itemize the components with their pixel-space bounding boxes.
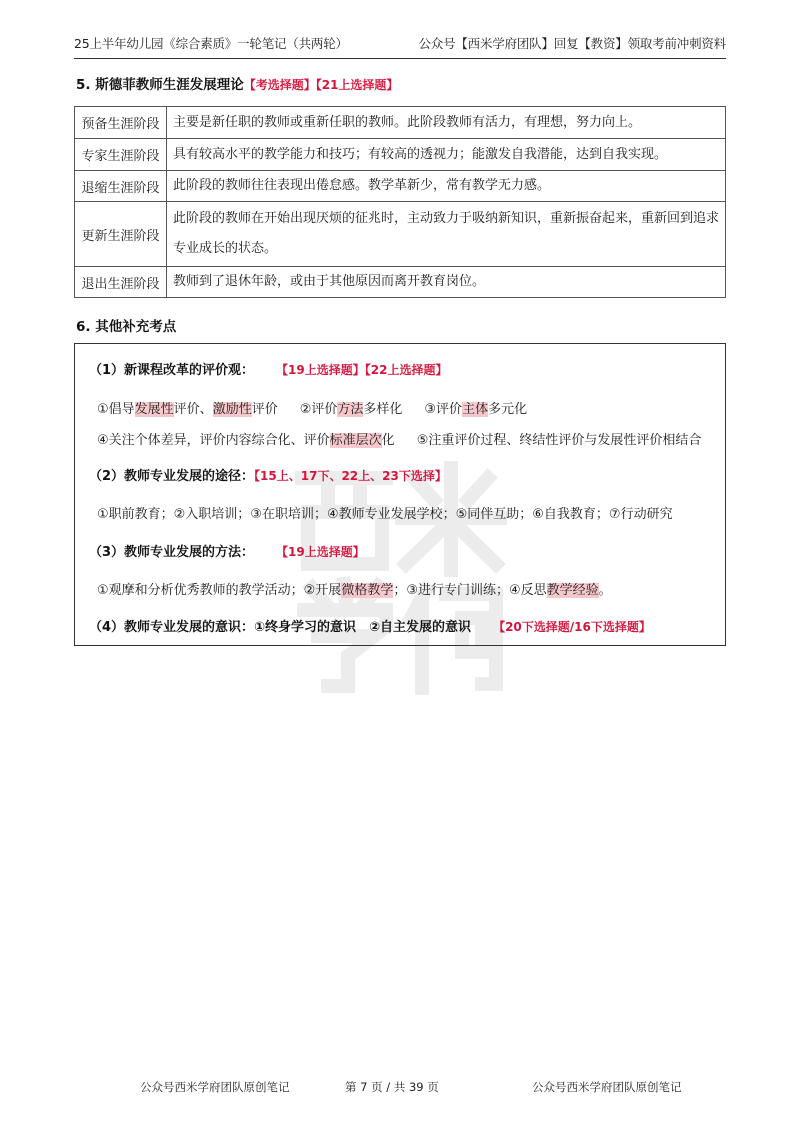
p1-tag: 【19上选择题】【22上选择题】 — [276, 363, 448, 377]
p1-line-1 — [97, 398, 527, 417]
p3-tag: 【19上选择题】 — [276, 545, 365, 559]
stage-desc: 教师到了退休年龄，或由于其他原因而离开教育岗位。 — [167, 267, 726, 298]
stage-desc: 此阶段的教师在开始出现厌烦的征兆时，主动致力于吸纳新知识，重新振奋起来，重新回到追求专业成长的状态。 — [167, 202, 726, 267]
p2-tag: 【15上、17下、22上、23下选择】 — [254, 469, 447, 483]
footer-right: 公众号西米学府团队原创笔记 — [532, 1080, 682, 1094]
text-span: 。 — [598, 583, 612, 598]
p3-heading-line — [89, 541, 365, 560]
text-span: ③评价 — [424, 402, 463, 417]
text-span: 多样化 — [363, 402, 403, 417]
stage-desc: 主要是新任职的教师或重新任职的教师。此阶段教师有活力，有理想，努力向上。 — [167, 107, 726, 139]
text-span: ④关注个体差异，评价内容综合化、评价 — [97, 433, 330, 448]
stage-name: 更新生涯阶段 — [75, 202, 167, 267]
header-right-text: 公众号【西米学府团队】回复【教资】领取考前冲刺资料 — [418, 36, 726, 51]
career-stages-table — [74, 106, 726, 298]
p1-heading-line — [89, 359, 447, 378]
text-span: 评价、 — [173, 402, 213, 417]
section-5-title-text: 5. 斯德菲教师生涯发展理论 — [76, 77, 244, 93]
section-6-title: 6. 其他补充考点 — [76, 319, 177, 335]
text-span: ①倡导 — [97, 402, 135, 417]
page-header — [74, 34, 726, 59]
stage-desc: 此阶段的教师往往表现出倦怠感。教学革新少，常有教学无力感。 — [167, 171, 726, 202]
text-span: ；③进行专门训练；④反思 — [393, 583, 547, 598]
p4-tag: 【20下选择题/16下选择题】 — [493, 620, 651, 634]
text-span: ⑤注重评价过程、终结性评价与发展性评价相结合 — [416, 433, 702, 448]
stage-name: 退出生涯阶段 — [75, 267, 167, 298]
stage-name: 退缩生涯阶段 — [75, 171, 167, 202]
highlight: 微格教学 — [341, 583, 394, 598]
p1-heading: （1）新课程改革的评价观： — [89, 363, 255, 378]
text-span: 多元化 — [488, 402, 528, 417]
footer-left: 公众号西米学府团队原创笔记 — [140, 1080, 290, 1094]
p2-heading-line — [89, 465, 447, 484]
p2-heading: （2）教师专业发展的途径： — [89, 469, 255, 484]
highlight: 方法 — [337, 402, 364, 417]
p2-text: ①职前教育；②入职培训；③在职培训；④教师专业发展学校；⑤同伴互助；⑥自我教育；⑦行动研究 — [97, 507, 673, 522]
stage-name: 专家生涯阶段 — [75, 139, 167, 171]
header-left-text: 25上半年幼儿园《综合素质》一轮笔记（共两轮） — [74, 36, 348, 51]
p1-line-2 — [97, 429, 701, 448]
text-span: 化 — [381, 433, 395, 448]
text-span: ②评价 — [299, 402, 338, 417]
highlight: 标准层次 — [329, 433, 382, 448]
p3-heading: （3）教师专业发展的方法： — [89, 545, 255, 560]
text-span: 评价 — [251, 402, 278, 417]
table-row — [75, 202, 726, 267]
p4-heading: （4）教师专业发展的意识：①终身学习的意识 ②自主发展的意识 — [89, 620, 472, 635]
highlight: 发展性 — [134, 402, 174, 417]
table-row — [75, 267, 726, 298]
highlight: 教学经验 — [546, 583, 599, 598]
highlight: 激励性 — [212, 402, 252, 417]
table-row — [75, 139, 726, 171]
p3-line-1 — [97, 579, 612, 598]
table-row — [75, 171, 726, 202]
stage-desc: 具有较高水平的教学能力和技巧；有较高的透视力；能激发自我潜能，达到自我实现。 — [167, 139, 726, 171]
section-5-title — [76, 73, 398, 93]
table-row — [75, 107, 726, 139]
p4-heading-line — [89, 616, 651, 635]
supplement-box — [74, 343, 726, 646]
text-span: ①观摩和分析优秀教师的教学活动；②开展 — [97, 583, 342, 598]
highlight: 主体 — [462, 402, 489, 417]
stage-name: 预备生涯阶段 — [75, 107, 167, 139]
section-5-tag: 【考选择题】【21上选择题】 — [243, 78, 399, 92]
page-number: 第 7 页 / 共 39 页 — [345, 1080, 439, 1094]
